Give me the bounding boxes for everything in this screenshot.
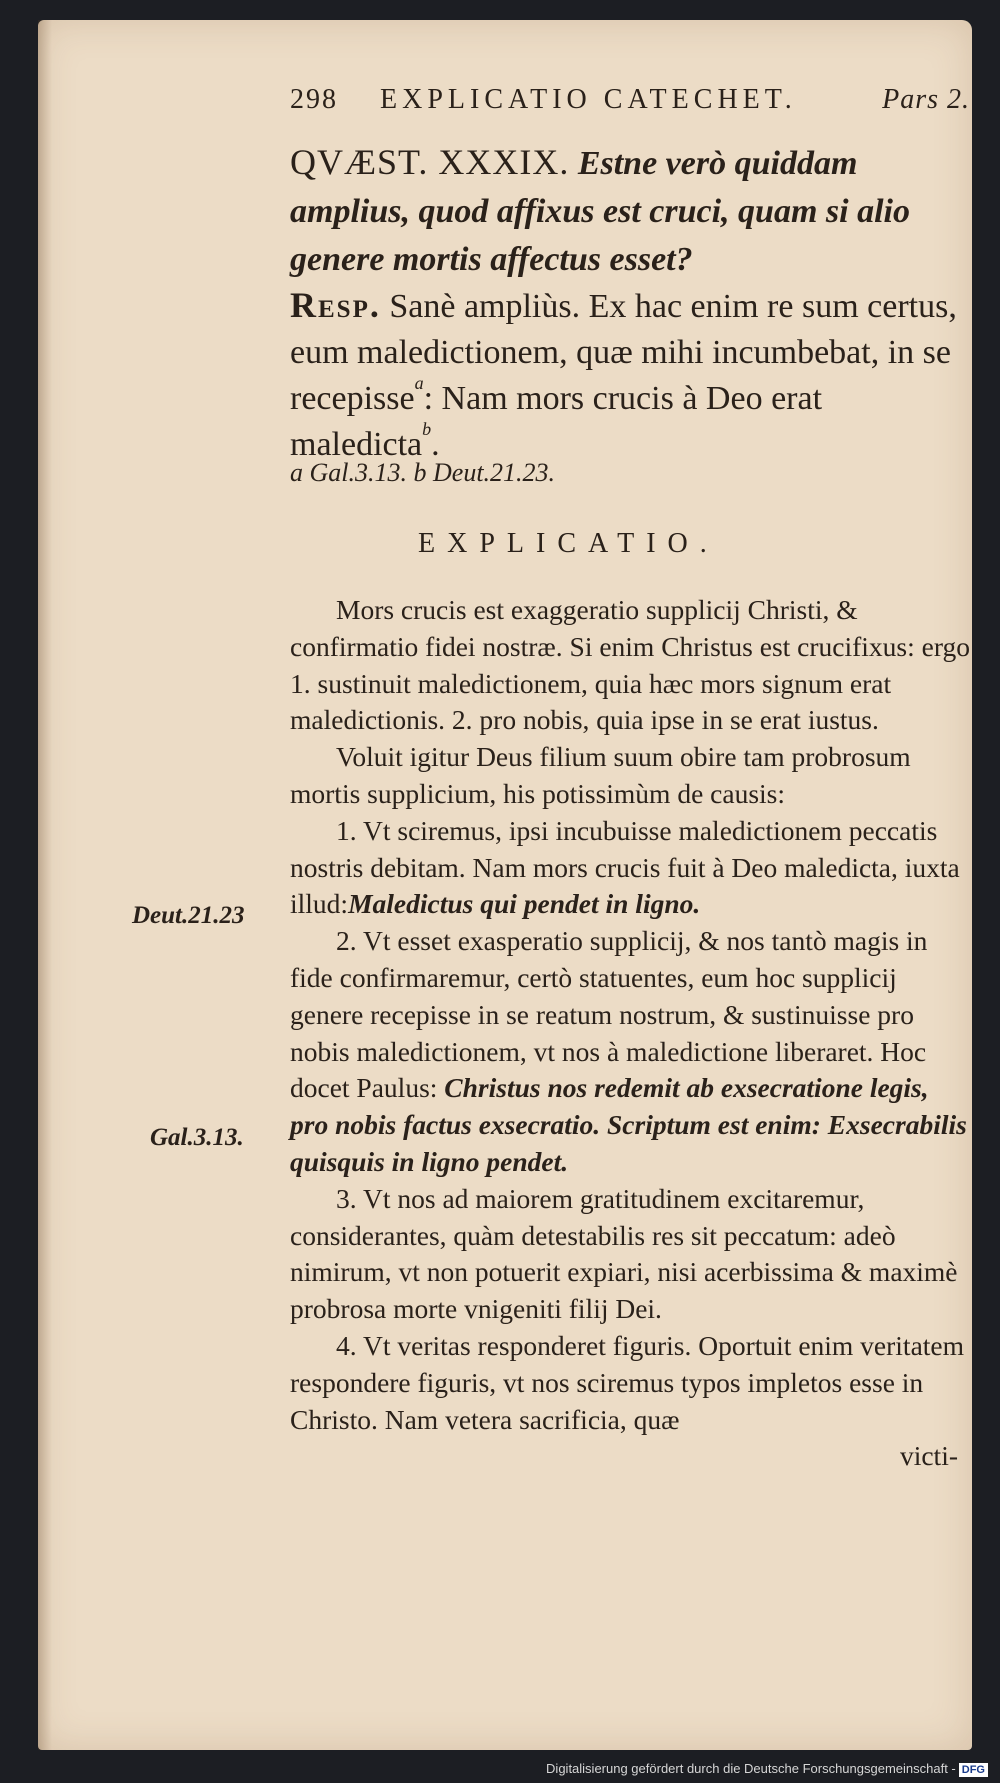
catchword: victi- [899,1440,958,1472]
margin-note-deut: Deut.21.23 [132,902,245,929]
footnote-marker-a: a [414,373,424,393]
response-text-b: : Nam mors crucis à Deo erat maledicta [290,380,823,463]
response-label: Resp. [290,285,381,325]
footnote-marker-b: b [422,419,432,439]
part-label: Pars 2. [882,84,970,115]
explicatio-body [290,592,972,1475]
running-title: EXPLICATIO CATECHET. [380,84,797,115]
paragraph-4-quote: Christus nos redemit ab exsecratione legis, pro nobis factus exsecratio. Scriptum est enim: Exsecrabilis quisquis in ligno pendet. [290,1072,967,1177]
dfg-logo: DFG [959,1763,988,1777]
scripture-references: a Gal.3.13. b Deut.21.23. [290,458,556,487]
paragraph-6: 4. Vt veritas responderet figuris. Oportuit enim veritatem respondere figuris, vt nos sciremus typos impletos esse in Christo. Nam vetera sacrificia, quæ [290,1329,965,1435]
paragraph-3-quote: Maledictus qui pendet in ligno. [348,888,701,920]
paragraph-3-text: 1. Vt sciremus, ipsi incubuisse maledictionem peccatis nostris debitam. Nam mors crucis fuit à Deo maledicta, iuxta illud: [290,814,960,920]
running-head [290,84,970,124]
paragraph-4 [290,923,972,1181]
section-heading: EXPLICATIO. [418,528,719,559]
paragraph-5: 3. Vt nos ad maiorem gratitudinem excitaremur, considerantes, quàm detestabilis res sit peccatum: adeò nimirum, vt non potuerit expiari, nisi acerbissima & maximè probrosa morte vnigeniti filij Dei. [290,1182,958,1325]
footer-text: Digitalisierung gefördert durch die Deutsche Forschungsgemeinschaft - [546,1761,956,1776]
response-text-end: . [431,426,440,463]
paragraph-3 [290,813,972,923]
response-text-a: Sanè ampliùs. Ex hac enim re sum certus, eum maledictionem, quæ mihi incumbebat, in se recepisse [290,288,957,417]
paragraph-4-text: 2. Vt esset exasperatio supplicij, & nos tantò magis in fide confirmaremur, certò statuentes, eum hoc supplicij genere recepisse in se reatum nostrum, & sustinuisse pro nobis maledictionem, vt nos à maledictione liberaret. Hoc docet Paulus: [290,925,928,1104]
page-number: 298 [290,84,338,115]
question-block [290,138,972,284]
question-label: QVÆST. XXXIX. [290,142,570,182]
paragraph-2: Voluit igitur Deus filium suum obire tam probrosum mortis supplicium, his potissimùm de causis: [290,741,911,809]
response-block [290,282,972,468]
paragraph-1: Mors crucis est exaggeratio supplicij Christi, & confirmatio fidei nostræ. Si enim Christus est crucifixus: ergo 1. sustinuit maledictionem, quia hæc mors signum erat maledictionis. 2. pro nobis, quia ipse in se erat iustus. [290,594,971,736]
digitization-footer [546,1761,988,1777]
question-text: Estne verò quiddam amplius, quod affixus est cruci, quam si alio genere mortis affectus esset? [290,145,910,278]
book-page [38,20,972,1750]
margin-note-gal: Gal.3.13. [150,1124,244,1151]
